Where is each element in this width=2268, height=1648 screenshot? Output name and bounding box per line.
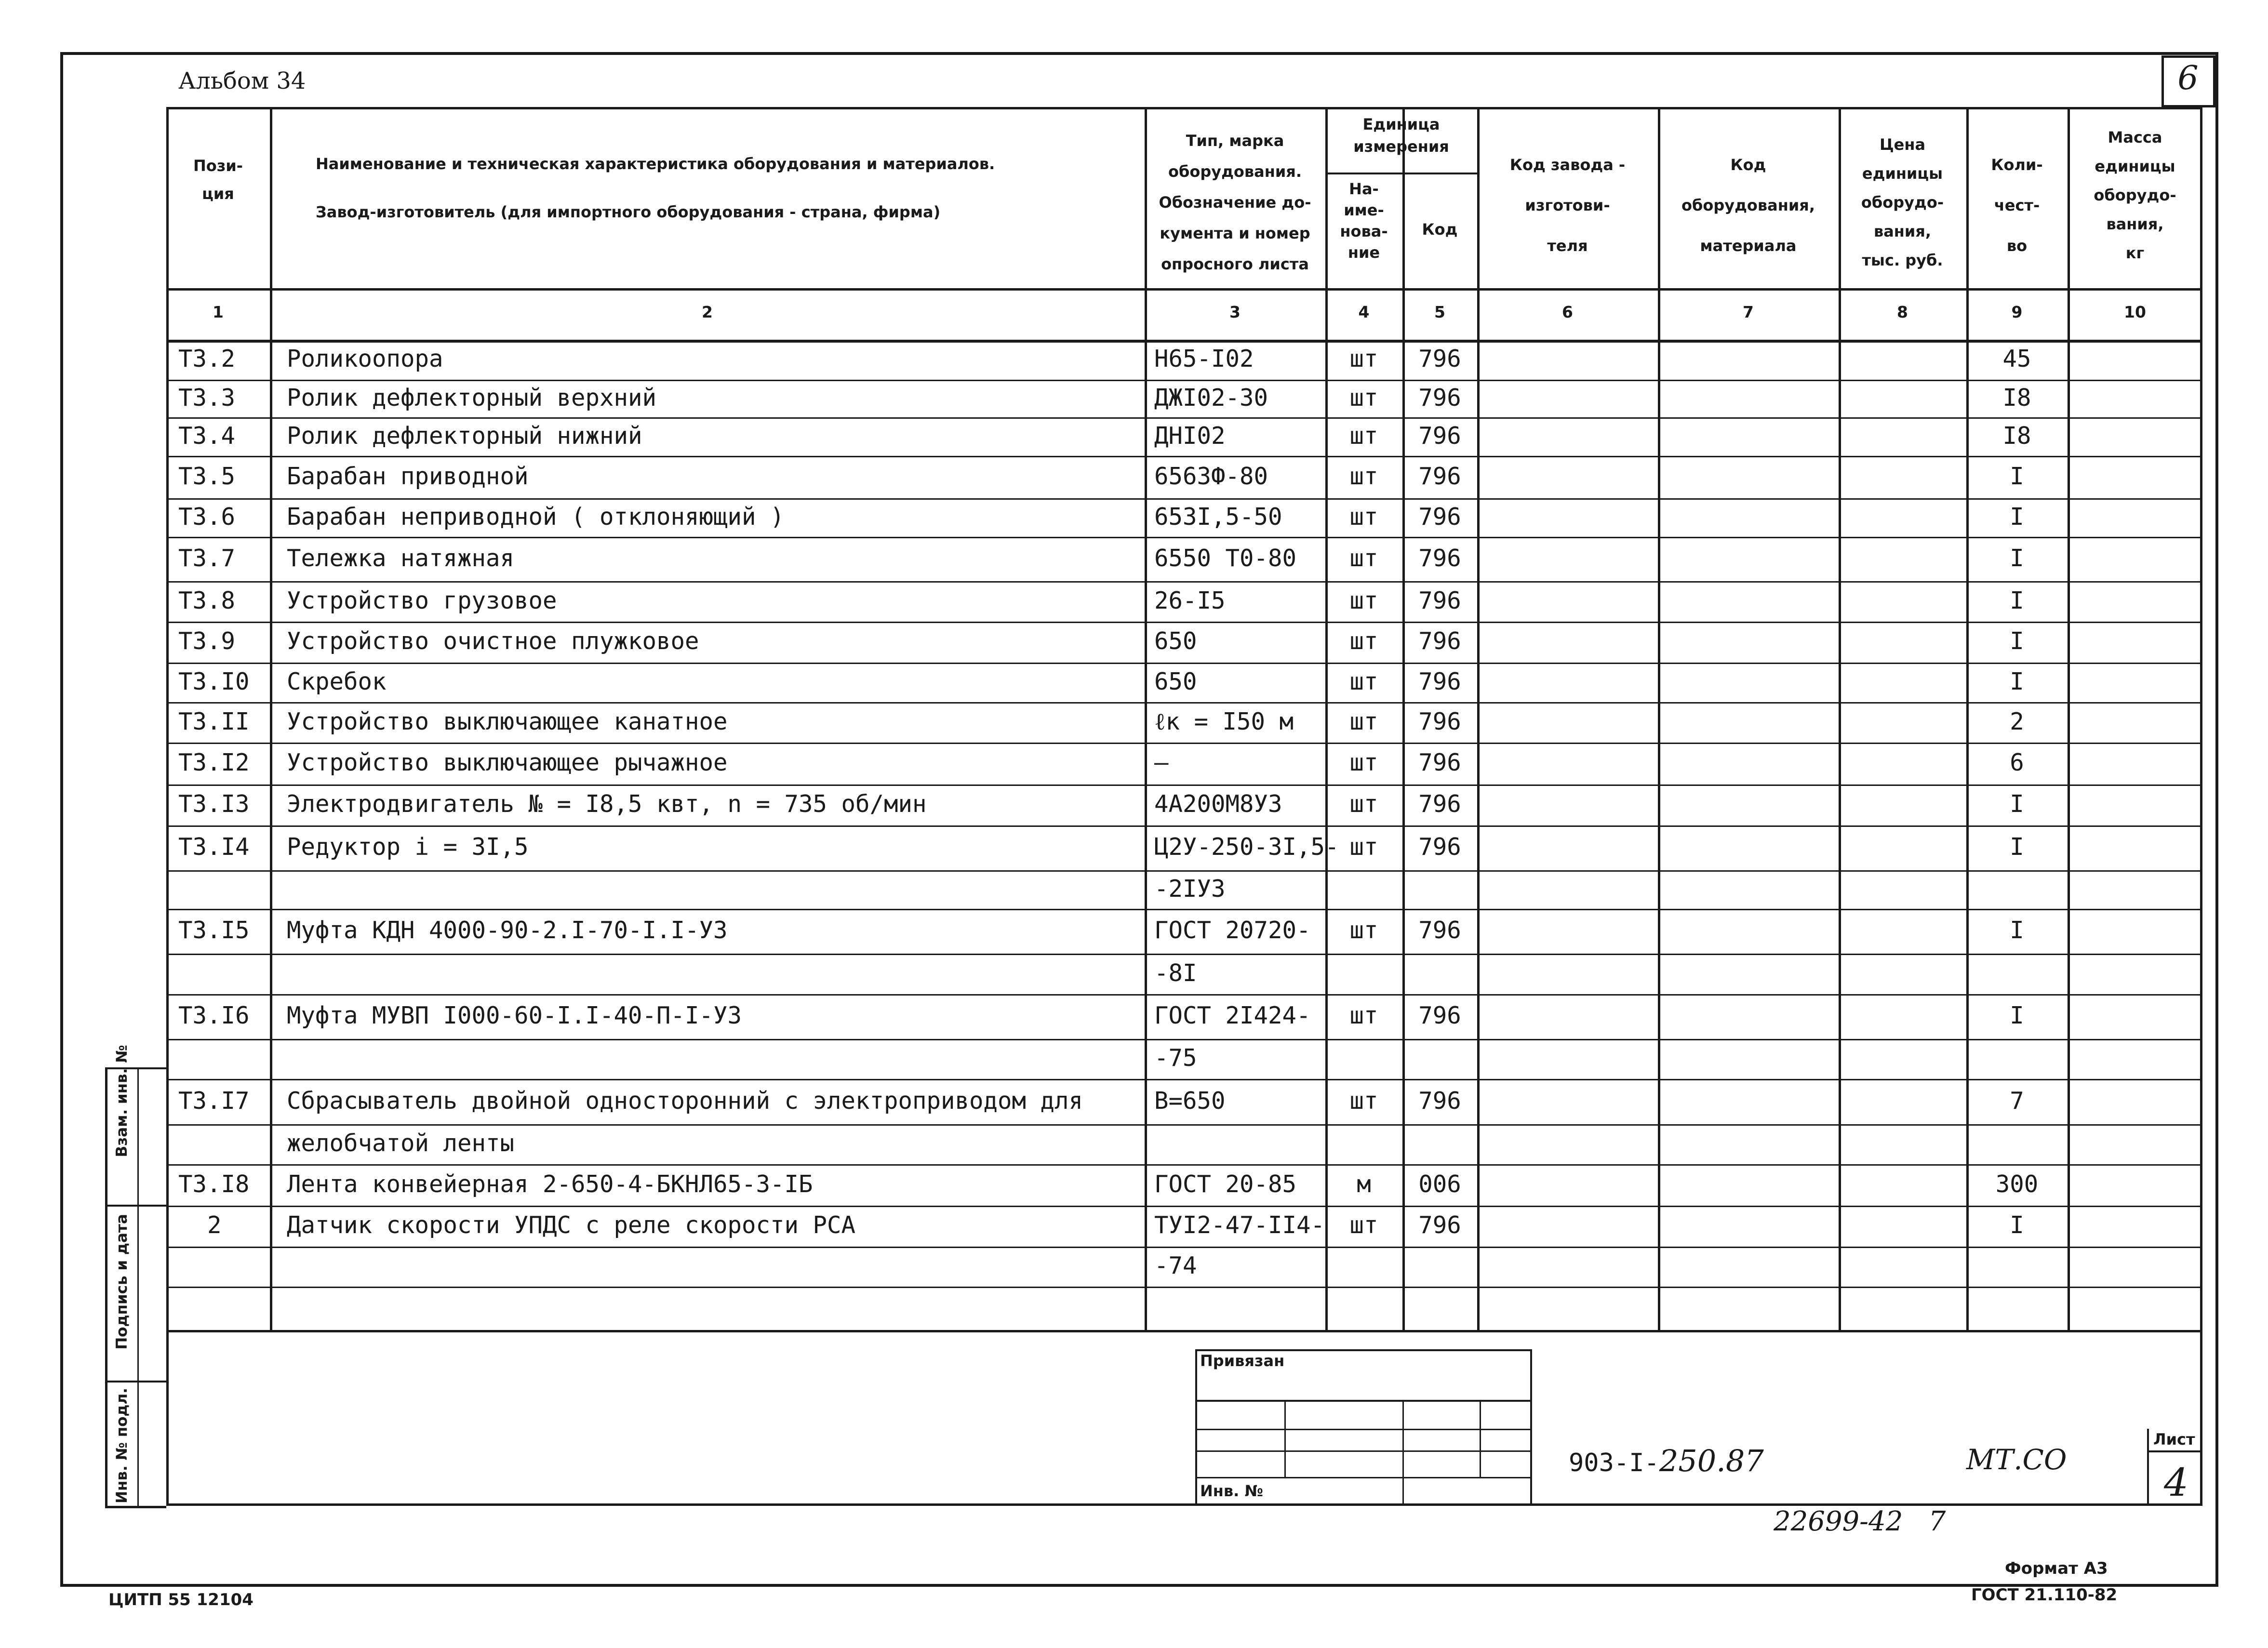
cell-unit-code: 796 — [1418, 708, 1461, 735]
cell-unit-name: шт — [1349, 545, 1378, 572]
header-unit-code: Код — [1422, 220, 1458, 239]
cell-quantity: I — [2010, 545, 2024, 572]
cell-unit-name: шт — [1349, 345, 1378, 372]
cell-position: 2 — [207, 1211, 222, 1239]
cell-name: Тележка натяжная — [287, 545, 515, 572]
cell-position: Т3.2 — [178, 345, 236, 372]
title-block-line — [1195, 1349, 1197, 1506]
side-label-podpis: Подпись и дата — [113, 1214, 131, 1350]
cell-position: Т3.I7 — [178, 1087, 250, 1115]
cell-type: ДНI02 — [1154, 422, 1226, 450]
cell-type: 4А200М8У3 — [1154, 790, 1282, 818]
row-line — [166, 417, 2202, 419]
table-bottom-line — [166, 1330, 2202, 1332]
cell-unit-code: 796 — [1418, 503, 1461, 531]
column-number: 5 — [1434, 303, 1445, 321]
cell-position: Т3.I5 — [178, 917, 250, 944]
cell-unit-name: шт — [1349, 627, 1378, 655]
cell-quantity: 2 — [2010, 708, 2024, 735]
cell-unit-name: шт — [1349, 833, 1378, 861]
cell-name: Сбрасыватель двойной односторонний с электроприводом для — [287, 1087, 1083, 1115]
header-quantity: Коли- чест- во — [1991, 156, 2043, 255]
cell-name: Устройство выключающее рычажное — [287, 749, 728, 776]
row-line — [166, 784, 2202, 786]
header-position: Пози- ция — [193, 157, 243, 203]
cell-position: Т3.II — [178, 708, 250, 735]
header-name-line2: Завод-изготовитель (для импортного оборудования - страна, фирма) — [316, 203, 941, 221]
cell-unit-name: м — [1357, 1170, 1371, 1198]
cell-unit-code: 796 — [1418, 749, 1461, 776]
cell-unit-code: 796 — [1418, 1087, 1461, 1115]
cell-unit-code: 796 — [1418, 833, 1461, 861]
number-row-bottom-line — [166, 340, 2202, 343]
cell-position: Т3.I4 — [178, 833, 250, 861]
cell-unit-code: 796 — [1418, 545, 1461, 572]
cell-position: Т3.I2 — [178, 749, 250, 776]
cell-quantity: 7 — [2010, 1087, 2024, 1115]
cell-type: ГОСТ 2I424- — [1154, 1002, 1311, 1029]
row-line — [166, 1039, 2202, 1040]
tsitp-label: ЦИТП 55 12104 — [108, 1590, 253, 1609]
cell-unit-code: 796 — [1418, 627, 1461, 655]
cell-unit-name: шт — [1349, 384, 1378, 412]
row-line — [166, 1247, 2202, 1248]
cell-unit-code: 796 — [1418, 917, 1461, 944]
cell-quantity: I — [2010, 668, 2024, 695]
cell-unit-name: шт — [1349, 1087, 1378, 1115]
header-type: Тип, марка оборудования. Обозначение до- кумента и номер опросного листа — [1159, 132, 1311, 273]
document-mark: МТ.СО — [1966, 1443, 2067, 1476]
cell-unit-code: 796 — [1418, 384, 1461, 412]
row-line — [166, 994, 2202, 996]
column-number: 7 — [1743, 303, 1754, 321]
cell-unit-code: 796 — [1418, 668, 1461, 695]
cell-name: Устройство грузовое — [287, 587, 557, 614]
row-line — [166, 498, 2202, 500]
row-line — [166, 909, 2202, 910]
document-code-printed: 903-I- — [1569, 1449, 1659, 1477]
cell-unit-name: шт — [1349, 790, 1378, 818]
cell-name: Барабан неприводной ( отклоняющий ) — [287, 503, 785, 531]
row-line — [166, 1206, 2202, 1207]
side-label-inv-podl: Инв. № подл. — [113, 1388, 131, 1503]
row-line — [166, 702, 2202, 704]
side-stamp-line — [105, 1067, 107, 1506]
cell-type: Ц2У-250-3I,5- — [1154, 833, 1339, 861]
cell-name: Ролик дефлекторный нижний — [287, 422, 642, 450]
cell-unit-name: шт — [1349, 1002, 1378, 1029]
title-block-line — [1284, 1400, 1286, 1477]
row-line — [166, 380, 2202, 381]
header-equipment-code: Код оборудования, материала — [1681, 156, 1815, 255]
document-code — [1569, 1443, 1764, 1478]
header-mass: Масса единицы оборудо- вания, кг — [2094, 128, 2176, 262]
privyazan-label: Привязан — [1200, 1352, 1285, 1370]
document-code-handwritten: 250.87 — [1659, 1443, 1764, 1478]
header-factory-code: Код завода - изготови- теля — [1509, 156, 1626, 255]
cell-name: Лента конвейерная 2-650-4-БКНЛ65-3-IБ — [287, 1170, 813, 1198]
cell-unit-name: шт — [1349, 668, 1378, 695]
inv-no-label: Инв. № — [1200, 1482, 1263, 1500]
column-number: 1 — [213, 303, 224, 321]
row-line — [166, 743, 2202, 744]
row-line — [166, 456, 2202, 457]
title-block-line — [1480, 1400, 1481, 1477]
cell-unit-name: шт — [1349, 749, 1378, 776]
cell-position: Т3.I3 — [178, 790, 250, 818]
title-block-line — [1530, 1349, 1532, 1506]
handwritten-archive-number: 22699-42 7 — [1774, 1506, 1946, 1537]
list-label: Лист — [2153, 1430, 2195, 1449]
cell-quantity: I — [2010, 503, 2024, 531]
cell-name: Скребок — [287, 668, 387, 695]
title-block-line — [2147, 1450, 2202, 1452]
cell-position: Т3.3 — [178, 384, 236, 412]
cell-unit-name: шт — [1349, 1211, 1378, 1239]
cell-type: 650 — [1154, 627, 1197, 655]
cell-unit-code: 796 — [1418, 422, 1461, 450]
header-name-line1: Наименование и техническая характеристика оборудования и материалов. — [316, 155, 995, 173]
album-title: Альбом 34 — [178, 67, 306, 94]
title-block-line — [1402, 1400, 1404, 1506]
cell-name: желобчатой ленты — [287, 1130, 515, 1157]
cell-unit-code: 796 — [1418, 1002, 1461, 1029]
cell-type: ДЖI02-30 — [1154, 384, 1268, 412]
cell-quantity: I8 — [2002, 384, 2031, 412]
cell-type: -8I — [1154, 959, 1197, 987]
column-number: 10 — [2124, 303, 2146, 321]
side-stamp-line — [137, 1067, 139, 1506]
row-line — [166, 1287, 2202, 1288]
cell-name: Редуктор i = 3I,5 — [287, 833, 529, 861]
cell-unit-code: 796 — [1418, 1211, 1461, 1239]
cell-position: Т3.5 — [178, 463, 236, 490]
cell-name: Роликоопора — [287, 345, 443, 372]
cell-position: Т3.4 — [178, 422, 236, 450]
cell-type: ГОСТ 20720- — [1154, 917, 1311, 944]
cell-quantity: I — [2010, 833, 2024, 861]
cell-unit-name: шт — [1349, 917, 1378, 944]
cell-type: 6550 Т0-80 — [1154, 545, 1297, 572]
cell-unit-name: шт — [1349, 422, 1378, 450]
cell-name: Устройство очистное плужковое — [287, 627, 699, 655]
cell-position: Т3.I0 — [178, 668, 250, 695]
cell-unit-code: 796 — [1418, 345, 1461, 372]
row-line — [166, 1164, 2202, 1166]
cell-type: – — [1154, 749, 1169, 776]
cell-name: Барабан приводной — [287, 463, 529, 490]
list-value: 4 — [2164, 1460, 2188, 1505]
cell-unit-code: 796 — [1418, 790, 1461, 818]
cell-type: 653I,5-50 — [1154, 503, 1282, 531]
cell-type: Н65-I02 — [1154, 345, 1254, 372]
cell-position: Т3.I8 — [178, 1170, 250, 1198]
row-line — [166, 870, 2202, 872]
header-name — [270, 149, 1145, 226]
cell-quantity: I — [2010, 587, 2024, 614]
row-line — [166, 825, 2202, 827]
cell-type: 650 — [1154, 668, 1197, 695]
cell-unit-name: шт — [1349, 587, 1378, 614]
row-line — [166, 1124, 2202, 1126]
cell-name: Датчик скорости УПДС с реле скорости РСА — [287, 1211, 856, 1239]
cell-quantity: 6 — [2010, 749, 2024, 776]
cell-type: 26-I5 — [1154, 587, 1226, 614]
cell-unit-name: шт — [1349, 503, 1378, 531]
row-line — [166, 537, 2202, 538]
format-label: Формат А3 — [2005, 1559, 2108, 1578]
row-line — [166, 954, 2202, 955]
cell-name: Муфта МУВП I000-60-I.I-40-П-I-У3 — [287, 1002, 742, 1029]
cell-unit-name: шт — [1349, 708, 1378, 735]
cell-position: Т3.I6 — [178, 1002, 250, 1029]
cell-name: Ролик дефлекторный верхний — [287, 384, 657, 412]
row-line — [166, 622, 2202, 623]
cell-quantity: I — [2010, 1211, 2024, 1239]
cell-position: Т3.9 — [178, 627, 236, 655]
cell-quantity: 300 — [1995, 1170, 2039, 1198]
cell-position: Т3.6 — [178, 503, 236, 531]
cell-unit-code: 796 — [1418, 463, 1461, 490]
cell-name: Муфта КДН 4000-90-2.I-70-I.I-У3 — [287, 917, 728, 944]
cell-quantity: 45 — [2002, 345, 2031, 372]
title-block-line — [1195, 1349, 1530, 1351]
row-line — [166, 663, 2202, 664]
column-number: 2 — [702, 303, 713, 321]
cell-type: ГОСТ 20-85 — [1154, 1170, 1297, 1198]
cell-position: Т3.7 — [178, 545, 236, 572]
cell-name: Устройство выключающее канатное — [287, 708, 728, 735]
header-split-line — [1325, 173, 1477, 174]
title-block-line — [1195, 1477, 1530, 1478]
header-unit: Единица измерения — [1353, 115, 1449, 156]
cell-type: -2IУ3 — [1154, 875, 1226, 903]
column-number: 4 — [1358, 303, 1370, 321]
cell-type: -74 — [1154, 1252, 1197, 1279]
cell-quantity: I — [2010, 627, 2024, 655]
cell-unit-code: 796 — [1418, 587, 1461, 614]
header-price: Цена единицы оборудо- вания, тыс. руб. — [1861, 135, 1944, 269]
cell-quantity: I8 — [2002, 422, 2031, 450]
cell-quantity: I — [2010, 917, 2024, 944]
cell-unit-code: 006 — [1418, 1170, 1461, 1198]
column-number: 6 — [1562, 303, 1573, 321]
title-block-line — [2147, 1429, 2149, 1506]
cell-type: В=650 — [1154, 1087, 1226, 1115]
cell-type: ТУI2-47-II4- — [1154, 1211, 1325, 1239]
cell-quantity: I — [2010, 1002, 2024, 1029]
column-number: 3 — [1229, 303, 1241, 321]
gost-label: ГОСТ 21.110-82 — [1971, 1585, 2118, 1605]
cell-name: Электродвигатель № = I8,5 квт, n = 735 об/мин — [287, 790, 927, 818]
sheet-number: 6 — [2177, 59, 2199, 97]
column-number: 8 — [1897, 303, 1908, 321]
cell-unit-name: шт — [1349, 463, 1378, 490]
cell-type: 6563Ф-80 — [1154, 463, 1268, 490]
side-label-vzam: Взам. инв. № — [113, 1045, 131, 1157]
cell-type: ℓк = I50 м — [1154, 708, 1294, 735]
row-line — [166, 581, 2202, 583]
column-number: 9 — [2011, 303, 2023, 321]
header-unit-name: На- име- нова- ние — [1340, 180, 1388, 262]
cell-position: Т3.8 — [178, 587, 236, 614]
row-line — [166, 1079, 2202, 1080]
cell-quantity: I — [2010, 790, 2024, 818]
cell-quantity: I — [2010, 463, 2024, 490]
cell-type: -75 — [1154, 1044, 1197, 1072]
